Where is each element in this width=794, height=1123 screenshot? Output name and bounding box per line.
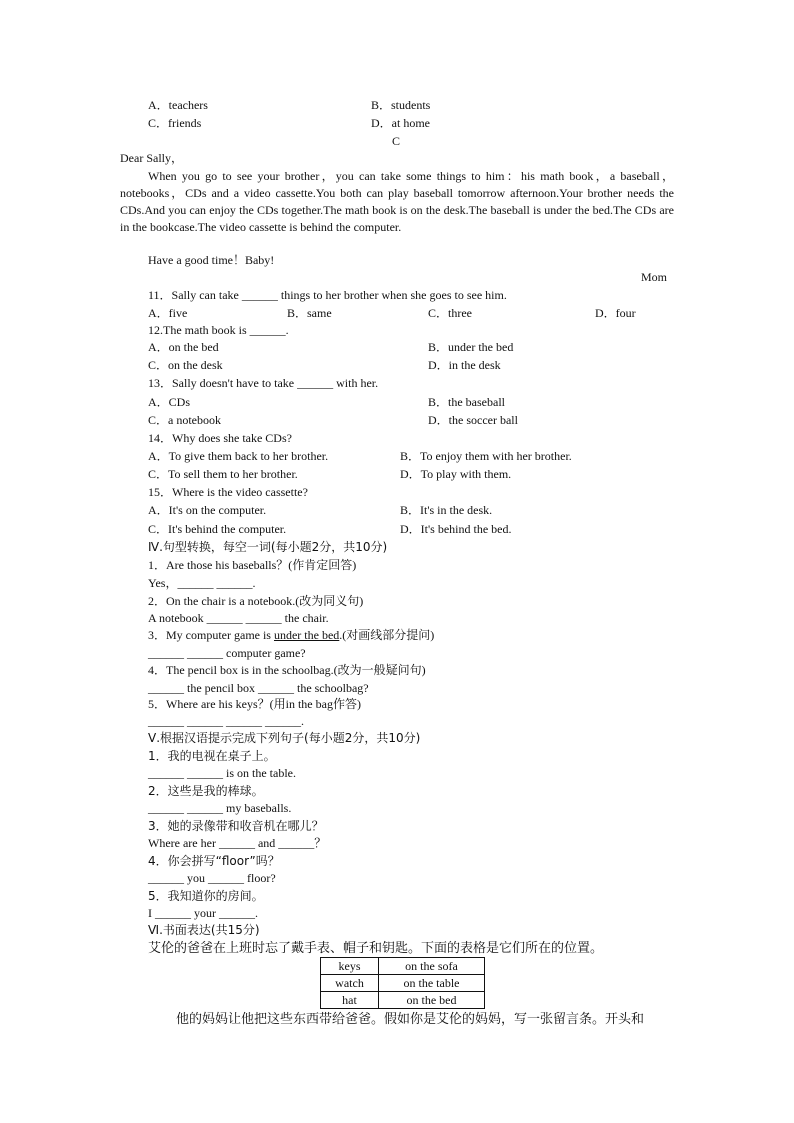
- section4-title: Ⅳ.句型转换，每空一词(每小题2分，共10分): [148, 540, 388, 554]
- q11-b: B．same: [287, 306, 332, 320]
- s4-item4: 4．The pencil box is in the schoolbag.(改为一般疑问句): [148, 663, 426, 677]
- q12-a: A．on the bed: [148, 340, 219, 354]
- q13-b: B．the baseball: [428, 395, 505, 409]
- q13-c: C．a notebook: [148, 413, 221, 427]
- s5-item2: 2．这些是我的棒球。: [148, 784, 264, 798]
- section6-title: Ⅵ.书面表达(共15分): [148, 923, 260, 937]
- s4-item2-answer: A notebook ______ ______ the chair.: [148, 611, 329, 625]
- option-b: B．students: [371, 98, 431, 112]
- table-row: [321, 958, 485, 975]
- q11-a: A．five: [148, 306, 188, 320]
- s4-item3-post: .(对画线部分提问): [339, 628, 435, 642]
- table-row: [321, 975, 485, 992]
- s6-intro: 艾伦的爸爸在上班时忘了戴手表、帽子和钥匙。下面的表格是它们所在的位置。: [148, 941, 604, 956]
- table-cell-item: keys: [321, 958, 379, 975]
- q11-stem: 11．Sally can take ______ things to her brother when she goes to see him.: [148, 288, 507, 302]
- q14-d: D．To play with them.: [400, 467, 512, 481]
- q15-d: D．It's behind the bed.: [400, 522, 512, 536]
- q15-c: C．It's behind the computer.: [148, 522, 287, 536]
- q13-stem: 13．Sally doesn't have to take ______ with her.: [148, 376, 379, 390]
- option-d: D．at home: [371, 116, 430, 130]
- section-letter: C: [392, 134, 401, 148]
- location-table: [320, 957, 485, 1009]
- q13-a: A．CDs: [148, 395, 191, 409]
- s5-item1: 1．我的电视在桌子上。: [148, 749, 276, 763]
- s5-item3-answer: Where are her ______ and ______？: [148, 836, 327, 850]
- q14-a: A．To give them back to her brother.: [148, 449, 329, 463]
- letter-greeting: Dear Sally，: [120, 151, 183, 165]
- s4-item1-answer: Yes，______ ______.: [148, 576, 256, 590]
- s5-item4-answer: ______ you ______ floor?: [148, 871, 276, 885]
- option-a: A．teachers: [148, 98, 208, 112]
- q15-b: B．It's in the desk.: [400, 503, 493, 517]
- table-cell-item: watch: [321, 975, 379, 992]
- table-row: [321, 992, 485, 1009]
- s4-item3-pre: 3．My computer game is: [148, 628, 274, 642]
- s4-item5-answer: ______ ______ ______ ______.: [148, 714, 304, 728]
- q12-stem: 12.The math book is ______.: [148, 323, 289, 337]
- table-cell-place: on the table: [379, 975, 485, 992]
- q12-d: D．in the desk: [428, 358, 501, 372]
- q11-c: C．three: [428, 306, 472, 320]
- s5-item1-answer: ______ ______ is on the table.: [148, 766, 296, 780]
- q12-b: B．under the bed: [428, 340, 514, 354]
- s4-item4-answer: ______ the pencil box ______ the schoolbag?: [148, 681, 369, 695]
- s4-item1: 1．Are those his baseballs？(作肯定回答): [148, 558, 357, 572]
- table-cell-place: on the sofa: [379, 958, 485, 975]
- q14-c: C．To sell them to her brother.: [148, 467, 298, 481]
- section5-title: Ⅴ.根据汉语提示完成下列句子(每小题2分，共10分): [148, 731, 421, 745]
- option-c: C．friends: [148, 116, 202, 130]
- s5-item5: 5．我知道你的房间。: [148, 889, 264, 903]
- s4-item2: 2．On the chair is a notebook.(改为同义句): [148, 594, 364, 608]
- s5-item3: 3．她的录像带和收音机在哪儿？: [148, 819, 324, 833]
- q11-d: D．four: [595, 306, 636, 320]
- q15-stem: 15．Where is the video cassette?: [148, 485, 308, 499]
- s5-item4: 4．你会拼写“floor”吗？: [148, 854, 280, 868]
- q12-c: C．on the desk: [148, 358, 223, 372]
- s6-after: 他的妈妈让他把这些东西带给爸爸。假如你是艾伦的妈妈，写一张留言条。开头和: [176, 1012, 645, 1027]
- s4-item3-underlined: under the bed: [273, 628, 340, 642]
- letter-signature: Mom: [641, 270, 668, 284]
- table-cell-item: hat: [321, 992, 379, 1009]
- s5-item5-answer: I ______ your ______.: [148, 906, 258, 920]
- letter-body: When you go to see your brother，you can take some things to him：his math book，a baseball，notebooks，CDs and a video cassette.You both can play baseball tomorrow afternoon.Your brother needs the CDs.And you can enjoy the CDs together.The math book is on the desk.The baseball is under the bed.The CDs are in the bookcase.The video cassette is behind the computer.: [120, 169, 674, 234]
- q13-d: D．the soccer ball: [428, 413, 518, 427]
- s4-item3: [148, 627, 434, 644]
- q14-b: B．To enjoy them with her brother.: [400, 449, 572, 463]
- q14-stem: 14．Why does she take CDs?: [148, 431, 292, 445]
- s4-item5: 5．Where are his keys？(用in the bag作答): [148, 697, 361, 711]
- s5-item2-answer: ______ ______ my baseballs.: [148, 801, 292, 815]
- s4-item3-answer: ______ ______ computer game?: [148, 646, 306, 660]
- letter-closing: Have a good time！Baby!: [148, 253, 275, 267]
- table-cell-place: on the bed: [379, 992, 485, 1009]
- q15-a: A．It's on the computer.: [148, 503, 267, 517]
